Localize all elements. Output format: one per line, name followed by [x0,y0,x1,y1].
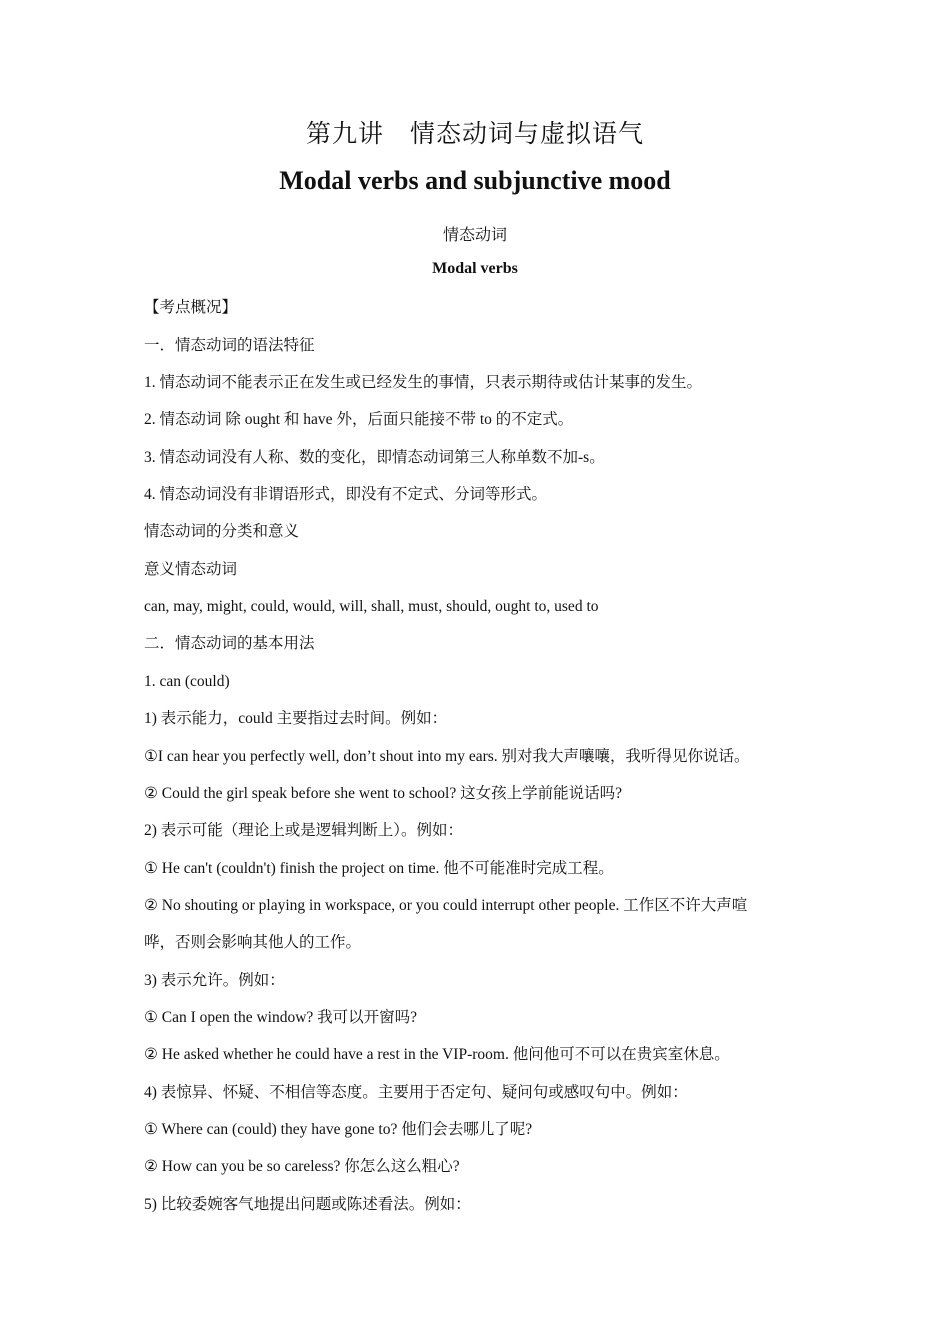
example-line: ② Could the girl speak before she went to school? 这女孩上学前能说话吗? [144,785,622,802]
example-line: ② No shouting or playing in workspace, or you could interrupt other people. 工作区不许大声喧 [144,897,748,914]
paragraph-line: 4) 表惊异、怀疑、不相信等态度。主要用于否定句、疑问句或感叹句中。例如： [144,1084,688,1101]
example-line: ① Can I open the window? 我可以开窗吗? [144,1009,418,1026]
paragraph-line: 1. 情态动词不能表示正在发生或已经发生的事情，只表示期待或估计某事的发生。 [144,374,703,391]
example-line: ①I can hear you perfectly well, don’t shout into my ears. 别对我大声嚷嚷，我听得见你说话。 [144,748,750,765]
section-title-en: Modal verbs [432,260,518,277]
example-line: ① He can't (couldn't) finish the project on time. 他不可能准时完成工程。 [144,860,614,877]
paragraph-line: 4. 情态动词没有非谓语形式，即没有不定式、分词等形式。 [144,486,548,503]
section-title-cn: 情态动词 [442,227,507,244]
paragraph-line: 1) 表示能力，could 主要指过去时间。例如： [144,710,448,727]
paragraph-line: 意义情态动词 [144,561,238,578]
paragraph-line: 3) 表示允许。例如： [144,972,285,989]
heading-basic-usage: 二．情态动词的基本用法 [144,635,315,652]
example-line: 哗，否则会影响其他人的工作。 [144,934,362,951]
paragraph-line: can, may, might, could, would, will, shall, must, should, ought to, used to [144,598,599,615]
paragraph-line: 2. 情态动词 除 ought 和 have 外，后面只能接不带 to 的不定式。 [144,411,574,428]
example-line: ② How can you be so careless? 你怎么这么粗心? [144,1158,460,1175]
example-line: ① Where can (could) they have gone to? 他们会去哪儿了呢? [144,1121,533,1138]
heading-grammar-features: 一．情态动词的语法特征 [144,337,315,354]
heading-overview: 【考点概况】 [144,299,238,316]
paragraph-line: 1. can (could) [144,673,230,690]
paragraph-line: 5) 比较委婉客气地提出问题或陈述看法。例如： [144,1196,471,1213]
example-line: ② He asked whether he could have a rest in the VIP-room. 他问他可不可以在贵宾室休息。 [144,1046,730,1063]
lecture-title-cn: 第九讲 情态动词与虚拟语气 [305,121,644,148]
lecture-title-en: Modal verbs and subjunctive mood [279,166,671,195]
paragraph-line: 情态动词的分类和意义 [144,523,300,540]
paragraph-line: 3. 情态动词没有人称、数的变化，即情态动词第三人称单数不加-s。 [144,449,605,466]
paragraph-line: 2) 表示可能（理论上或是逻辑判断上）。例如： [144,822,464,839]
